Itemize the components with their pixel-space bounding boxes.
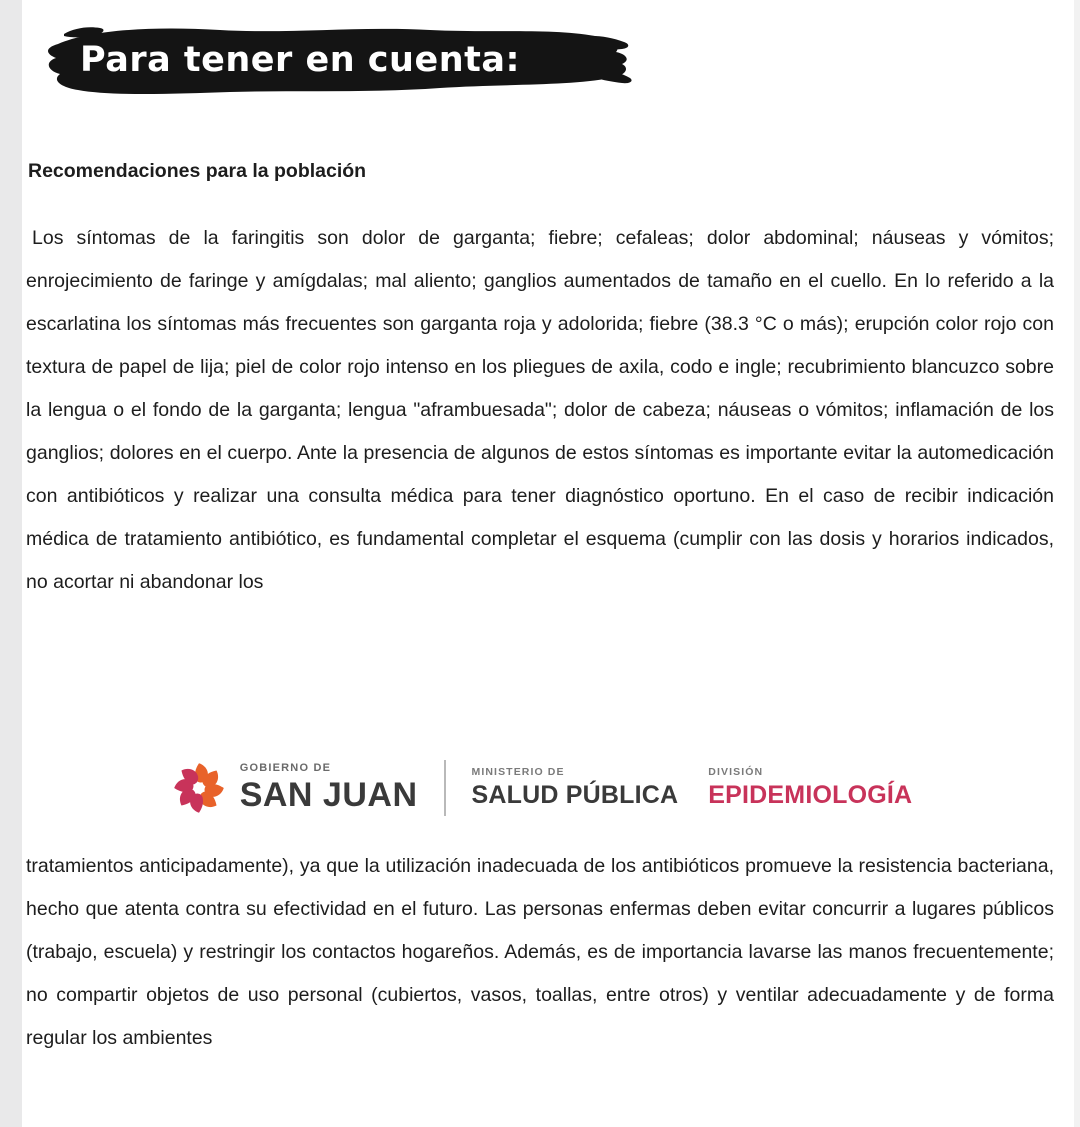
government-eyebrow: GOBIERNO DE <box>239 762 332 774</box>
ministry-lockup <box>472 767 679 808</box>
banner-title: Para tener en cuenta: <box>80 40 520 80</box>
paragraph-top: Los síntomas de la faringitis son dolor de garganta; fiebre; cefaleas; dolor abdominal; náuseas y vómitos; enrojecimiento de faringe y amígdalas; mal aliento; ganglios aumentados de tamaño en el cuello. En lo referido a la escarlatina los síntomas más frecuentes son garganta roja y adolorida; fiebre (38.3 °C o más); erupción color rojo con textura de papel de lija; piel de color rojo intenso en los pliegues de axila, codo e ingle; recubrimiento blancuzco sobre la lengua o el fondo de la garganta; lengua "aframbuesada"; dolor de cabeza; náuseas o vómitos; inflamación de los ganglios; dolores en el cuerpo. Ante la presencia de algunos de estos síntomas es importante evitar la automedicación con antibióticos y realizar una consulta médica para tener diagnóstico oportuno. En el caso de recibir indicación médica de tratamiento antibiótico, es fundamental completar el esquema (cumplir con las dosis y horarios indicados, no acortar ni abandonar los <box>26 227 1054 593</box>
title-banner <box>30 14 640 106</box>
division-name: EPIDEMIOLOGÍA <box>708 780 913 809</box>
page-right-margin <box>1074 0 1080 1127</box>
page-left-margin <box>0 0 22 1127</box>
document-body-top <box>26 160 1054 604</box>
sun-spiral-icon <box>168 757 230 819</box>
document-body-bottom <box>26 845 1054 1060</box>
division-lockup <box>708 767 912 808</box>
government-name: SAN JUAN <box>239 776 418 814</box>
paragraph-bottom: tratamientos anticipadamente), ya que la utilización inadecuada de los antibióticos promueve la resistencia bacteriana, hecho que atenta contra su efectividad en el futuro. Las personas enfermas deben evitar concurrir a lugares públicos (trabajo, escuela) y restringir los contactos hogareños. Además, es de importancia lavarse las manos frecuentemente; no compartir objetos de uso personal (cubiertos, vasos, toallas, entre otros) y ventilar adecuadamente y de forma regular los ambientes <box>26 855 1054 1049</box>
section-subtitle: Recomendaciones para la población <box>28 160 367 182</box>
logo-group <box>168 757 913 819</box>
government-lockup <box>240 763 418 812</box>
division-eyebrow: DIVISIÓN <box>708 766 764 779</box>
ministry-name: SALUD PÚBLICA <box>471 780 679 809</box>
institutional-logo-band <box>0 735 1080 840</box>
ministry-eyebrow: MINISTERIO DE <box>471 766 565 779</box>
logo-divider <box>444 760 446 816</box>
